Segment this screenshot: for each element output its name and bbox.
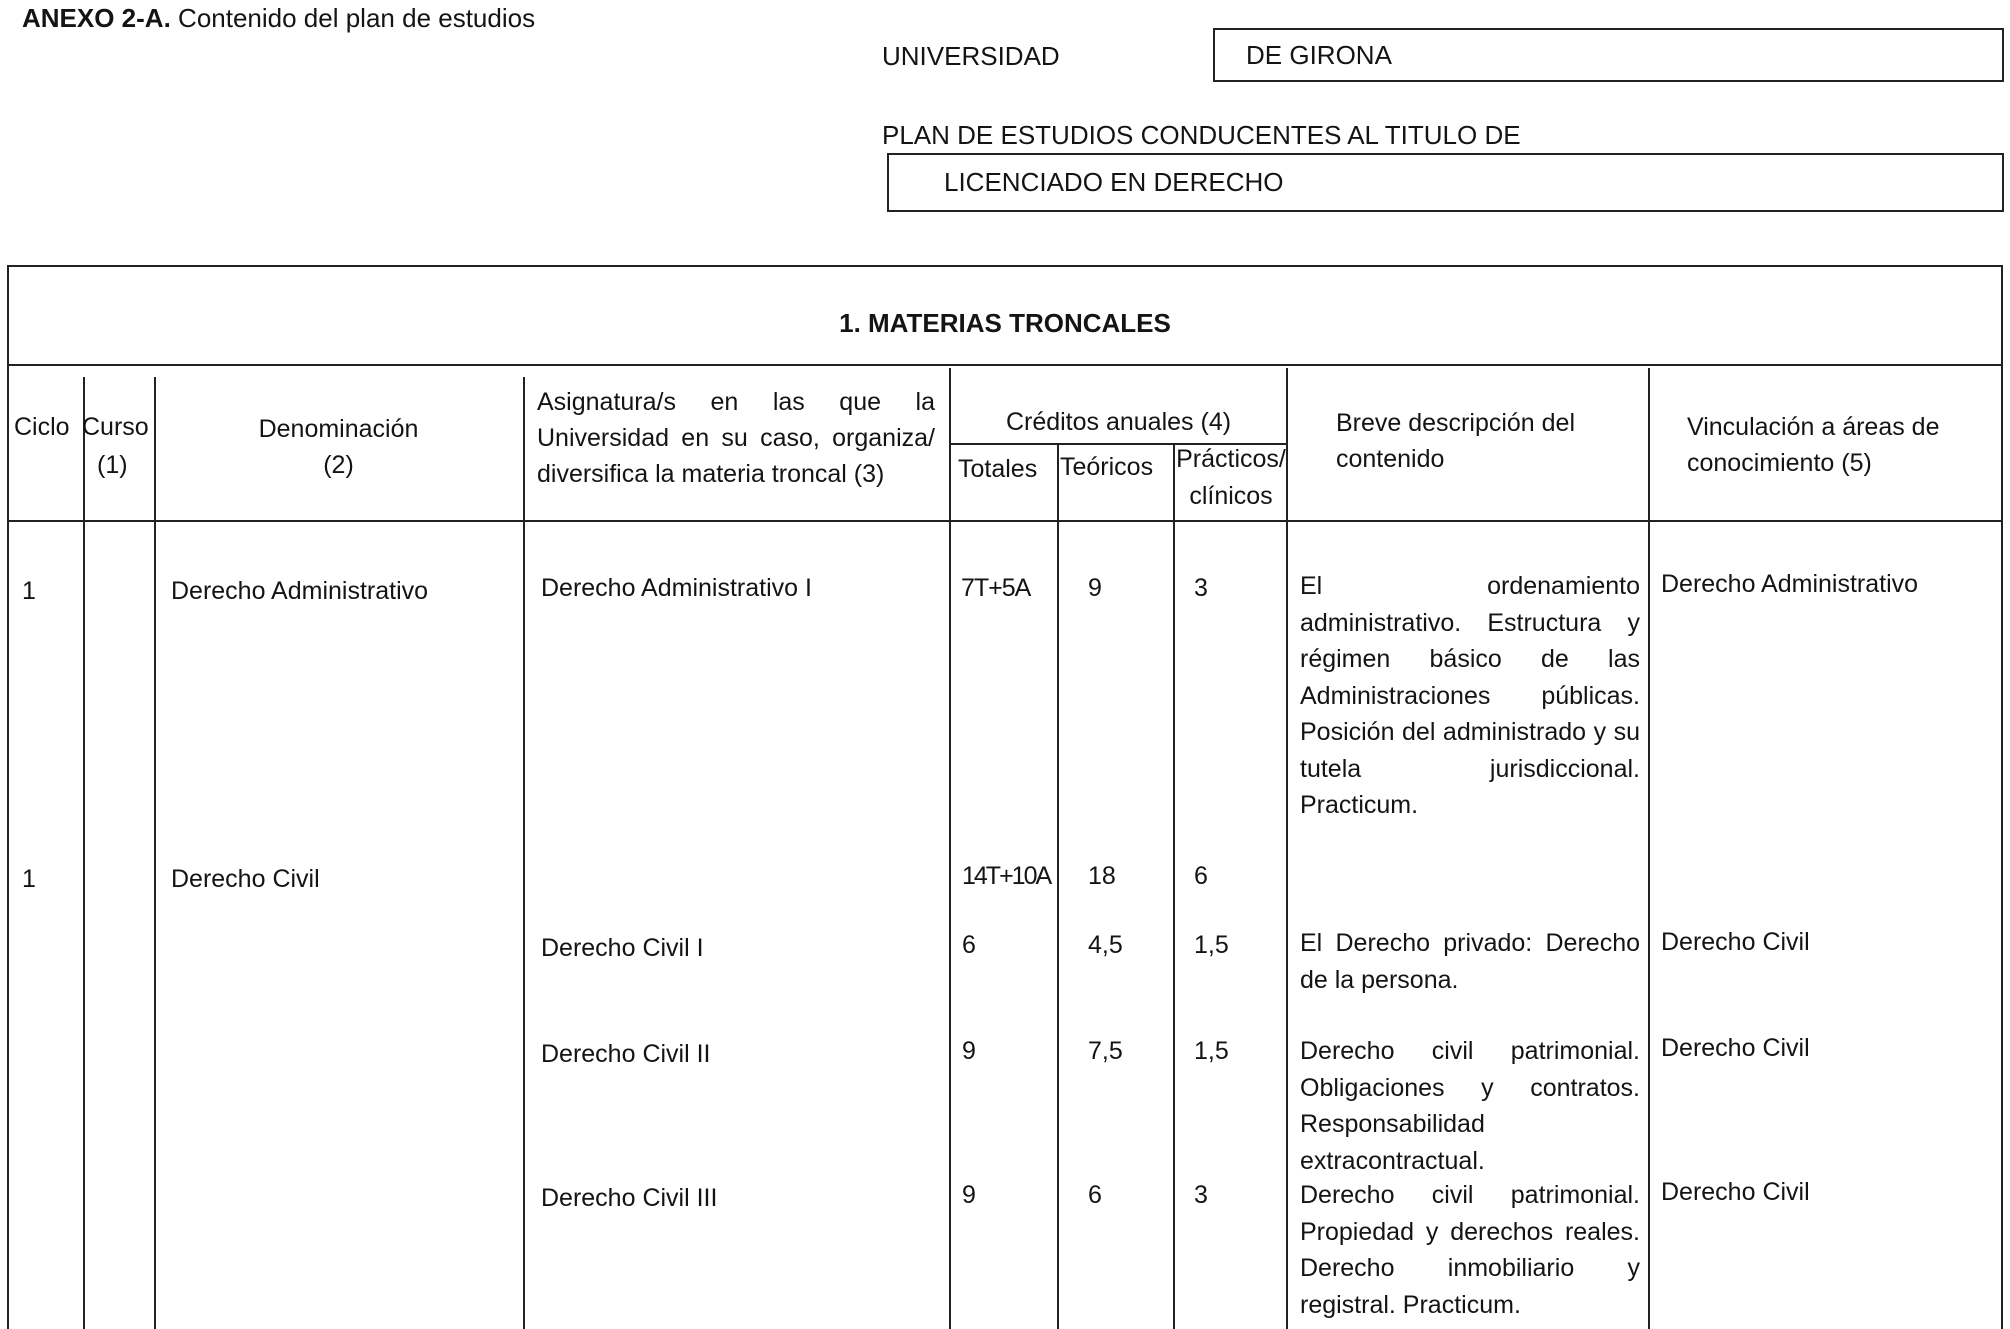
annex-title: Contenido del plan de estudios bbox=[178, 3, 536, 33]
annex-heading bbox=[22, 3, 535, 34]
row4-vinculacion: Derecho Civil bbox=[1661, 1034, 1810, 1062]
header-creditos: Créditos anuales (4) bbox=[1005, 408, 1232, 436]
university-field bbox=[1213, 28, 2004, 82]
row2-ciclo: 1 bbox=[22, 865, 36, 893]
degree-field bbox=[887, 153, 2004, 212]
university-label: UNIVERSIDAD bbox=[882, 41, 1060, 71]
header-curso-note: (1) bbox=[97, 451, 128, 479]
table-top-border bbox=[7, 265, 2003, 267]
col-sep-practicos bbox=[1286, 368, 1288, 1329]
row1-denominacion: Derecho Administrativo bbox=[171, 577, 429, 605]
row3-totales: 6 bbox=[962, 931, 976, 959]
col-sep-denominacion bbox=[523, 377, 525, 1329]
header-asignaturas: Asignatura/s en las que la Universidad en su caso, organiza/ diversifica la materia troncal (3) bbox=[537, 388, 935, 488]
row3-asignatura: Derecho Civil I bbox=[541, 934, 704, 962]
header-vinculacion: Vinculación a áreas de conocimiento (5) bbox=[1687, 413, 1940, 477]
col-sep-ciclo bbox=[83, 377, 85, 1329]
row4-practicos: 1,5 bbox=[1194, 1037, 1229, 1065]
header-descripcion: Breve descripción del contenido bbox=[1336, 409, 1576, 473]
row2-practicos: 6 bbox=[1194, 862, 1208, 890]
plan-label: PLAN DE ESTUDIOS CONDUCENTES AL TITULO DE bbox=[882, 120, 1521, 150]
table-title: 1. MATERIAS TRONCALES bbox=[839, 308, 1171, 338]
header-ciclo: Ciclo bbox=[14, 413, 70, 441]
header-denominacion-note: (2) bbox=[323, 451, 354, 479]
title-divider bbox=[7, 364, 2003, 366]
annex-label: ANEXO 2-A. bbox=[22, 3, 171, 33]
row4-asignatura: Derecho Civil II bbox=[541, 1040, 711, 1068]
row2-denominacion: Derecho Civil bbox=[171, 865, 320, 893]
col-sep-totales bbox=[1057, 444, 1059, 1329]
header-curso: Curso bbox=[82, 413, 149, 441]
row1-practicos: 3 bbox=[1194, 574, 1208, 602]
row1-asignatura: Derecho Administrativo I bbox=[541, 574, 812, 602]
row1-ciclo: 1 bbox=[22, 577, 36, 605]
row4-descripcion: Derecho civil patrimonial. Obligaciones y contratos. Responsabilidad extracontractual. bbox=[1300, 1037, 1640, 1175]
row3-practicos: 1,5 bbox=[1194, 931, 1229, 959]
header-divider bbox=[7, 520, 2003, 522]
degree-value: LICENCIADO EN DERECHO bbox=[944, 167, 1284, 197]
header-teoricos: Teóricos bbox=[1060, 453, 1154, 481]
row5-asignatura: Derecho Civil III bbox=[541, 1184, 718, 1212]
col-sep-curso bbox=[154, 377, 156, 1329]
row4-totales: 9 bbox=[962, 1037, 976, 1065]
table-right-border bbox=[2001, 265, 2003, 1329]
row1-teoricos: 9 bbox=[1088, 574, 1102, 602]
row2-totales: 14T+10A bbox=[962, 862, 1051, 890]
col-sep-descripcion bbox=[1648, 368, 1650, 1329]
university-value: DE GIRONA bbox=[1246, 40, 1392, 70]
row5-descripcion: Derecho civil patrimonial. Propiedad y derechos reales. Derecho inmobiliario y registral. Practicum. bbox=[1300, 1181, 1640, 1319]
row1-descripcion: El ordenamiento administrativo. Estructura y régimen básico de las Administraciones públicas. Posición del administrado y su tutela jurisdiccional. Practicum. bbox=[1300, 572, 1640, 819]
row5-practicos: 3 bbox=[1194, 1181, 1208, 1209]
header-totales: Totales bbox=[958, 455, 1038, 483]
row3-teoricos: 4,5 bbox=[1088, 931, 1123, 959]
row5-teoricos: 6 bbox=[1088, 1181, 1102, 1209]
row1-totales: 7T+5A bbox=[961, 574, 1031, 602]
header-practicos: Prácticos/ clínicos bbox=[1176, 445, 1286, 510]
row2-teoricos: 18 bbox=[1088, 862, 1116, 890]
col-sep-teoricos bbox=[1173, 444, 1175, 1329]
row5-totales: 9 bbox=[962, 1181, 976, 1209]
table-left-border bbox=[7, 265, 9, 1329]
header-denominacion: Denominación bbox=[258, 415, 419, 443]
row4-teoricos: 7,5 bbox=[1088, 1037, 1123, 1065]
row5-vinculacion: Derecho Civil bbox=[1661, 1178, 1810, 1206]
row3-vinculacion: Derecho Civil bbox=[1661, 928, 1810, 956]
col-sep-asignatura bbox=[949, 368, 951, 1329]
row3-descripcion: El Derecho privado: Derecho de la persona. bbox=[1300, 929, 1640, 994]
row1-vinculacion: Derecho Administrativo bbox=[1661, 570, 1919, 598]
